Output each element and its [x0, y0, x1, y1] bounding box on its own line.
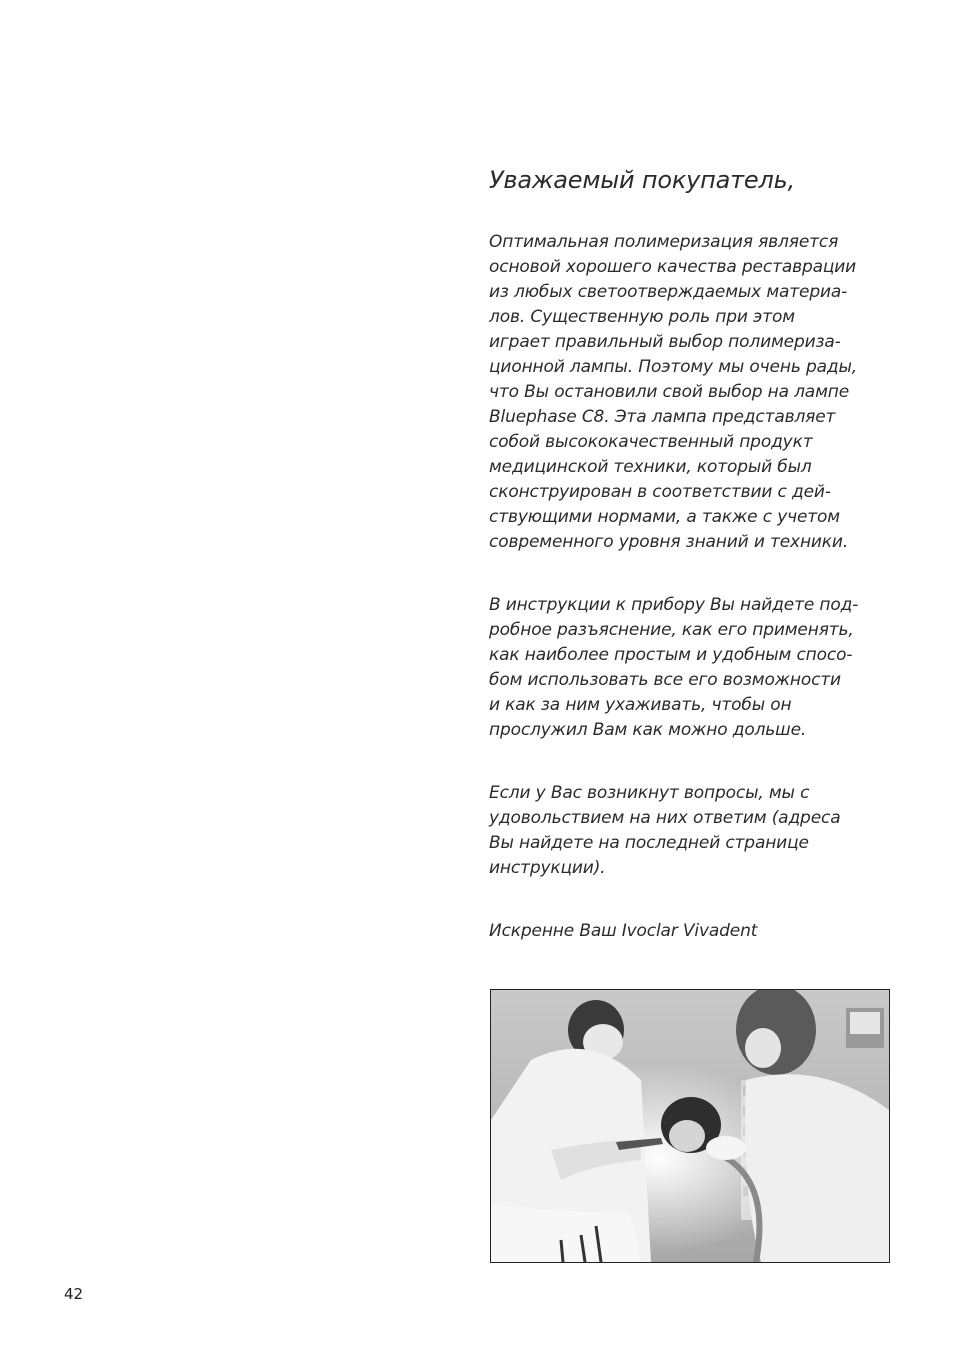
photo-illustration	[491, 990, 889, 1262]
dental-treatment-photo	[490, 989, 890, 1263]
letter-paragraph-2	[489, 593, 899, 743]
text-line: В инструкции к прибору Вы найдете под-	[489, 595, 859, 615]
text-line: как наиболее простым и удобным спосо-	[489, 645, 853, 665]
text-line: робное разъяснение, как его применять,	[489, 620, 854, 640]
text-line: из любых светоотверждаемых материа-	[489, 282, 848, 302]
letter-column	[489, 165, 899, 944]
letter-paragraph-3	[489, 781, 899, 881]
text-line: Вы найдете на последней странице	[489, 833, 809, 853]
text-line: и как за ним ухаживать, чтобы он	[489, 695, 792, 715]
letter-greeting: Уважаемый покупатель,	[489, 166, 795, 194]
letter-signature: Искренне Ваш Ivoclar Vivadent	[489, 921, 758, 941]
text-line: прослужил Вам как можно дольше.	[489, 720, 807, 740]
text-line: ствующими нормами, а также с учетом	[489, 507, 840, 527]
text-line: медицинской техники, который был	[489, 457, 812, 477]
text-line: собой высококачественный продукт	[489, 432, 813, 452]
text-line: современного уровня знаний и техники.	[489, 532, 849, 552]
text-line: Bluephase C8. Эта лампа представляет	[489, 407, 836, 427]
text-line: основой хорошего качества реставрации	[489, 257, 857, 277]
text-line: Оптимальная полимеризация является	[489, 232, 839, 252]
text-line: ционной лампы. Поэтому мы очень рады,	[489, 357, 857, 377]
text-line: удовольствием на них ответим (адреса	[489, 808, 841, 828]
text-line: бом использовать все его возможности	[489, 670, 841, 690]
page-number: 42	[64, 1285, 84, 1303]
text-line: Если у Вас возникнут вопросы, мы с	[489, 783, 810, 803]
text-line: что Вы остановили свой выбор на лампе	[489, 382, 850, 402]
text-line: инструкции).	[489, 858, 606, 878]
text-line: сконструирован в соответствии с дей-	[489, 482, 831, 502]
text-line: лов. Существенную роль при этом	[489, 307, 795, 327]
text-line: играет правильный выбор полимериза-	[489, 332, 841, 352]
letter-paragraph-1	[489, 230, 899, 555]
